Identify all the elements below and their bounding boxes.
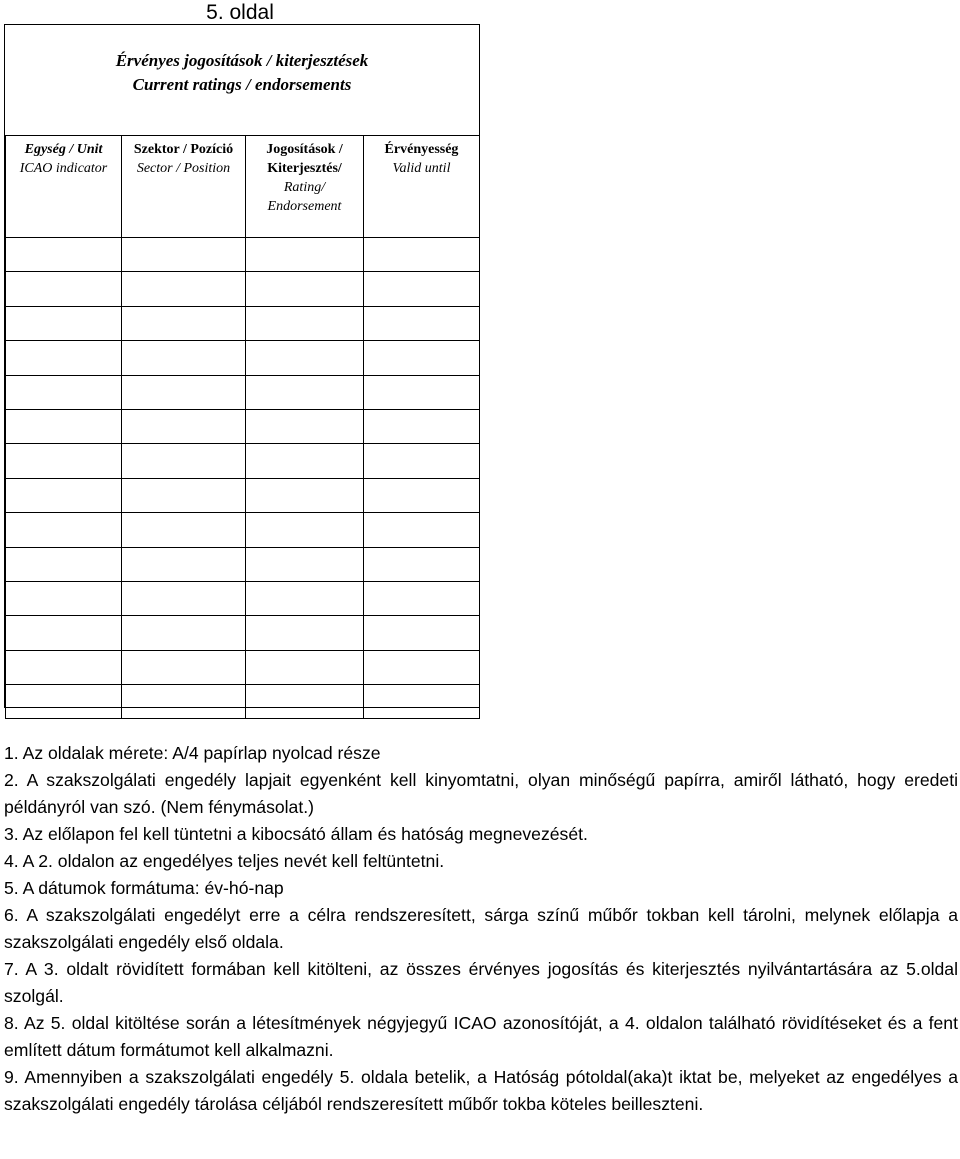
table-cell-valid-until: [364, 238, 480, 272]
ratings-table: [5, 135, 480, 719]
table-cell-unit: [6, 581, 122, 615]
table-header-row: [6, 136, 480, 238]
table-cell-rating: [246, 409, 364, 443]
table-cell-sector: [122, 478, 246, 512]
table-cell-sector: [122, 375, 246, 409]
table-cell-rating: [246, 513, 364, 547]
table-cell-valid-until: [364, 616, 480, 650]
table-cell-rating: [246, 581, 364, 615]
table-cell-rating: [246, 650, 364, 684]
table-cell-rating: [246, 444, 364, 478]
instruction-item: 7. A 3. oldalt rövidített formában kell kitölteni, az összes érvényes jogosítás és kiterjesztés nyilvántartására az 5.oldal szolgál.: [4, 959, 958, 1006]
table-row: [6, 341, 480, 375]
table-cell-valid-until: [364, 478, 480, 512]
column-header-label-hu: Érvényesség: [384, 142, 459, 157]
table-cell-sector: [122, 238, 246, 272]
column-header-label-hu: Jogosítások /: [266, 142, 343, 157]
table-row: [6, 478, 480, 512]
ratings-title-hu: Érvényes jogosítások / kiterjesztések: [115, 51, 369, 70]
column-header-label-hu: Egység / Unit: [24, 142, 103, 157]
table-row: [6, 409, 480, 443]
table-cell-rating: [246, 478, 364, 512]
table-cell-unit: [6, 685, 122, 719]
table-cell-valid-until: [364, 341, 480, 375]
ratings-panel: [4, 24, 480, 708]
table-cell-valid-until: [364, 513, 480, 547]
table-cell-unit: [6, 478, 122, 512]
instruction-item: 3. Az előlapon fel kell tüntetni a kibocsátó állam és hatóság megnevezését.: [4, 824, 588, 844]
table-cell-sector: [122, 444, 246, 478]
table-cell-valid-until: [364, 581, 480, 615]
table-cell-valid-until: [364, 650, 480, 684]
table-cell-rating: [246, 685, 364, 719]
table-cell-unit: [6, 238, 122, 272]
table-cell-valid-until: [364, 685, 480, 719]
table-cell-sector: [122, 272, 246, 306]
table-cell-valid-until: [364, 306, 480, 340]
column-header-label-en: Endorsement: [267, 199, 342, 214]
table-cell-sector: [122, 547, 246, 581]
instruction-item: 8. Az 5. oldal kitöltése során a létesítmények négyjegyű ICAO azonosítóját, a 4. oldalon található rövidítéseket és a fent említett dátum formátumot kell alkalmazni.: [4, 1013, 958, 1060]
table-cell-rating: [246, 341, 364, 375]
table-cell-sector: [122, 409, 246, 443]
table-row: [6, 581, 480, 615]
table-cell-rating: [246, 306, 364, 340]
page-number: 5. oldal: [206, 1, 274, 24]
table-cell-valid-until: [364, 444, 480, 478]
table-row: [6, 238, 480, 272]
table-cell-unit: [6, 547, 122, 581]
table-cell-unit: [6, 375, 122, 409]
table-cell-unit: [6, 272, 122, 306]
table-cell-unit: [6, 409, 122, 443]
table-row: [6, 547, 480, 581]
table-cell-valid-until: [364, 409, 480, 443]
column-header-label-en: Valid until: [392, 161, 451, 176]
table-cell-unit: [6, 306, 122, 340]
table-cell-valid-until: [364, 375, 480, 409]
table-cell-sector: [122, 650, 246, 684]
table-cell-unit: [6, 616, 122, 650]
table-cell-rating: [246, 272, 364, 306]
ratings-title-en: Current ratings / endorsements: [132, 75, 352, 94]
table-cell-valid-until: [364, 547, 480, 581]
instruction-item: 1. Az oldalak mérete: A/4 papírlap nyolcad része: [4, 743, 381, 763]
table-cell-unit: [6, 341, 122, 375]
table-row: [6, 685, 480, 719]
column-header-rating: [246, 136, 364, 238]
column-header-label-en: Rating/: [283, 180, 326, 195]
table-cell-rating: [246, 616, 364, 650]
table-cell-rating: [246, 375, 364, 409]
table-cell-rating: [246, 238, 364, 272]
instructions-list: [4, 740, 958, 1118]
table-row: [6, 650, 480, 684]
table-cell-sector: [122, 581, 246, 615]
column-header-label-hu: Szektor / Pozíció: [133, 142, 234, 157]
column-header-label-en: Sector / Position: [136, 161, 231, 176]
table-cell-valid-until: [364, 272, 480, 306]
table-cell-unit: [6, 650, 122, 684]
table-cell-sector: [122, 341, 246, 375]
table-row: [6, 375, 480, 409]
column-header-sector: [122, 136, 246, 238]
table-cell-rating: [246, 547, 364, 581]
table-cell-sector: [122, 685, 246, 719]
instruction-item: 9. Amennyiben a szakszolgálati engedély 5. oldala betelik, a Hatóság pótoldal(aka)t iktat be, melyeket az engedélyes a szakszolgálati engedély tárolása céljából rendszeresített műbőr tokba köteles beilleszteni.: [4, 1067, 958, 1114]
table-cell-unit: [6, 513, 122, 547]
column-header-unit: [6, 136, 122, 238]
table-row: [6, 272, 480, 306]
table-row: [6, 616, 480, 650]
table-cell-unit: [6, 444, 122, 478]
table-cell-sector: [122, 306, 246, 340]
table-row: [6, 444, 480, 478]
column-header-label-en: ICAO indicator: [19, 161, 108, 176]
instruction-item: 5. A dátumok formátuma: év-hó-nap: [4, 878, 284, 898]
table-row: [6, 513, 480, 547]
table-cell-sector: [122, 513, 246, 547]
instruction-item: 4. A 2. oldalon az engedélyes teljes nevét kell feltüntetni.: [4, 851, 445, 871]
table-row: [6, 306, 480, 340]
instruction-item: 6. A szakszolgálati engedélyt erre a célra rendszeresített, sárga színű műbőr tokban kell tárolni, melynek előlapja a szakszolgálati engedély első oldala.: [4, 905, 958, 952]
instruction-item: 2. A szakszolgálati engedély lapjait egyenként kell kinyomtatni, olyan minőségű papírra, amiről látható, hogy eredeti példányról van szó. (Nem fénymásolat.): [4, 770, 958, 817]
column-header-label-hu: Kiterjesztés/: [267, 161, 342, 176]
column-header-valid-until: [364, 136, 480, 238]
table-cell-sector: [122, 616, 246, 650]
